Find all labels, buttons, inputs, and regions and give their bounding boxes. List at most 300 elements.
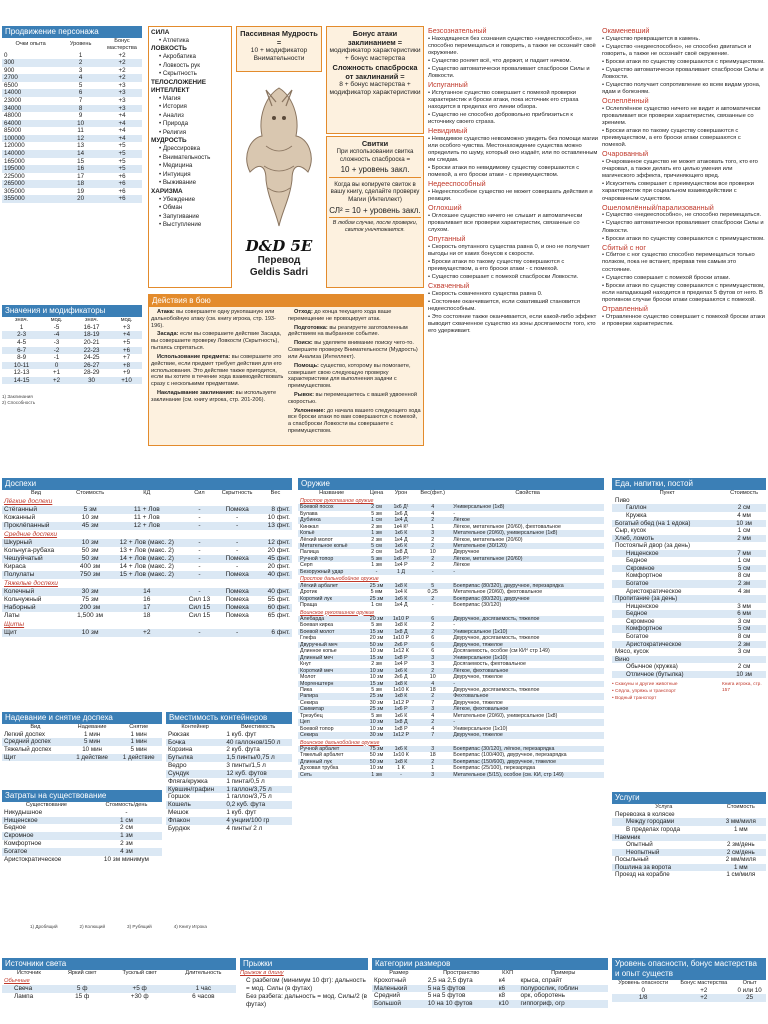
action-entry xyxy=(288,392,421,406)
condition-item: • Существо автоматически проваливает спасброски Силы и Ловкости. xyxy=(602,220,766,234)
table-row xyxy=(2,82,142,90)
col-header: Пространство xyxy=(443,970,480,976)
table-cell: Палица xyxy=(300,549,319,556)
table-row xyxy=(2,377,142,385)
table-cell: 2700 xyxy=(2,74,59,82)
table-cell: 16 xyxy=(59,165,102,173)
condition-item: • Существо получает сопротивление ко всем видам урона, ядам и болезням. xyxy=(602,82,766,96)
table-cell: Дротик xyxy=(300,589,318,596)
dragon-icon xyxy=(236,76,322,236)
table-cell: 10 xyxy=(429,674,436,681)
table-cell: 9 xyxy=(78,112,83,120)
col-header: Стоимость xyxy=(76,490,105,496)
table-cell: 45 фнт. xyxy=(259,555,292,563)
services-section xyxy=(612,792,766,912)
table-row xyxy=(612,856,766,864)
table-cell: 4 xyxy=(431,712,435,719)
table-cell: Лёгкое, метательное (20/60) xyxy=(453,536,523,543)
danger-section xyxy=(612,958,766,1024)
table-row xyxy=(2,840,162,848)
table-cell: 8 фнт. xyxy=(259,506,292,514)
group-row xyxy=(2,579,292,588)
armor-section xyxy=(2,478,292,704)
table-cell: Фехтовальное xyxy=(451,693,604,699)
table-row xyxy=(2,195,142,203)
condition-item: • Существо превращается в камень. xyxy=(602,36,766,43)
condition-list xyxy=(428,36,598,80)
table-row xyxy=(2,52,142,60)
table-cell: 1к6 К xyxy=(388,596,414,602)
table-cell: Неопытный xyxy=(612,849,716,857)
col-header: Название xyxy=(319,490,345,496)
action-term: Засада: xyxy=(157,331,179,338)
table-row xyxy=(2,120,142,128)
col-header: Яркий свет xyxy=(67,970,97,976)
table-cell: 50 зм xyxy=(81,547,99,554)
light-title: Источники света xyxy=(2,958,236,970)
table-cell xyxy=(722,656,766,664)
action-term: Поиск: xyxy=(294,340,313,347)
table-cell: Боевой топор xyxy=(300,725,334,732)
jumps-line: Без разбега: дальность = мод. Силы/2 (в футах) xyxy=(246,992,368,1008)
footnote: 1) Дробящий xyxy=(30,924,58,929)
group-row xyxy=(2,620,292,629)
condition-item: • Недееспособное существо не может совершать действия и реакции. xyxy=(428,189,598,203)
table-row xyxy=(166,817,292,825)
skill-ability: СИЛА xyxy=(151,29,170,36)
table-row xyxy=(166,825,292,833)
advancement-section xyxy=(2,26,142,296)
table-cell: Боеприпас (30/120), лёгкое, перезарядка xyxy=(451,746,604,752)
table-row xyxy=(612,641,766,649)
table-cell: 45 зм xyxy=(70,522,110,530)
table-cell: Вино xyxy=(612,656,722,664)
donning-table xyxy=(2,724,162,761)
table-cell: 2к6 Р xyxy=(388,642,414,648)
table-cell: +6 xyxy=(111,347,142,355)
table-cell: 10 зм xyxy=(70,629,110,637)
group-label: Обычные xyxy=(4,977,30,984)
table-cell: 3 xyxy=(414,706,451,712)
table-cell: 20 зм xyxy=(365,616,388,622)
spellattack-box xyxy=(326,26,424,134)
table-cell: -2 xyxy=(41,347,72,355)
table-cell: 4 пинты/ 2 л xyxy=(226,824,263,832)
table-cell: Ручной топор xyxy=(298,556,365,562)
col-header: Существование xyxy=(25,802,68,808)
table-cell: Опытный xyxy=(626,841,653,849)
table-cell: 2 мм xyxy=(722,535,766,543)
table-cell: 1 xyxy=(78,51,83,59)
actions-section xyxy=(148,294,424,446)
col-header: Уровень xyxy=(69,41,92,48)
spellattack-title: Бонус атаки заклинанием = xyxy=(347,29,403,48)
table-cell: 8 xyxy=(59,105,102,113)
table-cell: 75 зм xyxy=(365,746,388,752)
table-cell: В пределах города xyxy=(626,825,681,833)
table-cell: 25 зм xyxy=(365,693,388,699)
table-cell: 1/8 xyxy=(612,994,674,1002)
table-row xyxy=(612,542,766,550)
footnote: 2) Способность xyxy=(2,399,36,405)
table-cell: 14 xyxy=(59,150,102,158)
table-row xyxy=(2,362,142,370)
table-cell: Легкий доспех xyxy=(4,730,45,738)
table-cell: 15 ф xyxy=(75,992,90,1000)
table-cell: 1к4 Р xyxy=(394,562,408,569)
table-cell: 1 xyxy=(431,765,435,772)
table-cell: 0,2 куб. фута xyxy=(224,801,292,809)
table-cell: Боеприпас (80/320), двуручное xyxy=(451,596,604,602)
table-cell: Латы xyxy=(4,612,20,620)
table-row xyxy=(2,331,142,339)
action-term: Использование предмета: xyxy=(157,353,231,360)
col-header: Вид xyxy=(30,724,41,730)
table-cell: - xyxy=(125,808,128,816)
table-cell: 19 xyxy=(77,187,85,195)
table-cell: 2 xyxy=(431,536,435,543)
table-row xyxy=(166,746,292,754)
conditions-col1 xyxy=(428,26,598,448)
table-cell: 15 зм xyxy=(365,629,388,635)
table-cell: 1к6 Р xyxy=(388,706,414,712)
condition-item: • Испуганное существо совершает с помехой проверки характеристик и броски атаки, пока источник его страха находится в пределах его линии обзора. xyxy=(428,90,598,111)
table-cell: 15 зм xyxy=(365,655,388,661)
skill-item: • Природа xyxy=(159,120,229,128)
table-cell: 6 xyxy=(431,635,435,642)
condition-name: Ослеплённый xyxy=(602,96,649,106)
table-cell: +6 xyxy=(102,195,142,203)
table-cell: Рапира xyxy=(298,693,365,699)
table-cell: Длинное копье xyxy=(300,648,337,655)
group-row xyxy=(298,739,604,746)
group-row xyxy=(2,530,292,539)
table-cell: 50 зм xyxy=(70,555,110,563)
condition-item: • Существо автоматически проваливает спасброски Силы и Ловкости. xyxy=(602,67,766,81)
table-cell: Корзина xyxy=(168,746,193,754)
table-cell: +5 xyxy=(118,157,126,165)
table-cell: 8 см xyxy=(737,632,751,640)
table-row xyxy=(2,369,142,377)
col-header: Услуга xyxy=(655,804,673,810)
table-cell: 1 мин xyxy=(115,738,162,746)
table-cell: 2 xyxy=(59,59,102,67)
table-cell: Нищенское xyxy=(612,550,722,558)
condition-list xyxy=(602,36,766,97)
table-cell: - xyxy=(183,588,215,596)
condition-list xyxy=(602,159,766,202)
table-row xyxy=(372,1000,608,1008)
table-cell: 16-17 xyxy=(83,323,100,331)
containers-section xyxy=(166,712,292,900)
group-row xyxy=(298,575,604,582)
condition-item: • Существо «недееспособно», не способно двигаться и говорить, а также не осознаёт своё окружение. xyxy=(602,44,766,58)
table-cell: Богатое xyxy=(612,580,722,588)
col-header: Источник xyxy=(16,970,41,976)
action-term: Отход: xyxy=(294,309,313,315)
table-cell: 750 зм xyxy=(70,571,110,579)
table-row xyxy=(372,977,608,985)
table-cell: 15 зм xyxy=(365,681,388,687)
table-cell: 1к4 Д xyxy=(394,602,408,609)
table-cell: 12 фнт. xyxy=(259,539,292,547)
table-cell: 3 мм xyxy=(737,602,751,610)
condition-name: Оглохший xyxy=(428,203,462,213)
table-cell: 1 см xyxy=(91,817,162,825)
skill-item: • Выживание xyxy=(159,179,229,187)
table-cell: 0 или 10 xyxy=(737,986,762,994)
table-row xyxy=(612,994,766,1002)
skill-item: • Ловкость рук xyxy=(159,62,229,70)
table-cell: 4 унции/100 гр xyxy=(224,817,292,825)
table-cell: 900 xyxy=(4,66,15,74)
condition-item: • Это состояние также оканчивается, если какой-либо эффект выводит схваченное существо из зоны досягаемости того, кто его удерживает. xyxy=(428,314,598,335)
table-cell: +1 xyxy=(53,369,61,377)
table-cell: 2 см xyxy=(722,504,766,512)
table-cell: 2 xyxy=(414,719,451,725)
table-cell: 20 фнт. xyxy=(267,547,290,554)
table-cell: 12 xyxy=(59,135,102,143)
table-cell: Обычное (кружка) xyxy=(626,663,678,671)
table-cell: Универсальное (1к8) xyxy=(451,504,604,510)
table-cell: 2 куб. фута xyxy=(226,746,260,754)
condition-item: • Невидимое существо невозможно увидеть без помощи магии или особого чувства. Местонахождение существа можно определить по шуму, который оно издаёт, или по оставленным им следам. xyxy=(428,136,598,164)
table-cell: 50 зм xyxy=(365,759,388,765)
table-row xyxy=(2,746,162,754)
table-cell: -3 xyxy=(53,338,60,346)
table-row xyxy=(2,135,142,143)
table-cell: 1к10 Р xyxy=(392,635,410,642)
col-header: КХП xyxy=(502,970,514,976)
action-entry xyxy=(288,340,421,360)
table-cell: 25 зм xyxy=(365,596,388,602)
table-cell: полурослик, гоблин xyxy=(519,985,608,993)
group-label: Лёгкие доспехи xyxy=(4,497,53,505)
table-cell: 10 зм минимум xyxy=(103,855,149,863)
table-cell: Бедное xyxy=(626,557,648,565)
table-cell: орк, оборотень xyxy=(520,992,566,1000)
table-cell: 1 К xyxy=(397,765,405,772)
table-cell: 2 см xyxy=(365,504,388,510)
skill-ability: ТЕЛОСЛОЖЕНИЕ xyxy=(151,78,206,86)
jumps-subtitle: Прыжок в длину xyxy=(240,970,284,976)
table-cell: 6 xyxy=(431,648,435,655)
table-cell: - xyxy=(183,571,215,579)
table-cell: 140000 xyxy=(2,150,59,158)
table-row xyxy=(612,811,766,819)
col-header: Пункт xyxy=(659,490,675,496)
table-cell: 2 xyxy=(414,759,451,765)
table-cell: 14 + Лов (макс. 2) xyxy=(119,563,174,571)
table-row xyxy=(612,504,766,512)
table-cell: Лёгкое, метательное (20/60), фехтовальное xyxy=(453,523,561,530)
table-cell: 60 фнт. xyxy=(259,604,292,612)
condition-name: Ошеломлённый/парализованный xyxy=(602,202,714,212)
table-row xyxy=(612,588,766,596)
coin-notes xyxy=(30,924,290,934)
table-row xyxy=(2,985,236,993)
table-cell: Мясо, кусок xyxy=(615,648,649,656)
table-cell: 2 см xyxy=(737,663,751,671)
table-cell: 30 xyxy=(72,377,111,385)
condition-item: • Броски атаки по такому существу совершаются с преимуществом, а его броски атаки совершаются с помехой. xyxy=(602,128,766,149)
table-cell: 50 зм xyxy=(369,752,384,759)
group-row xyxy=(2,977,236,985)
table-row xyxy=(2,173,142,181)
sizes-table xyxy=(372,970,608,1008)
advancement-table xyxy=(2,38,142,203)
condition-item: • Существо совершает с помехой спасброски Ловкости. xyxy=(428,274,598,281)
table-cell: Духовая трубка xyxy=(300,765,339,772)
condition-item: • Состояние оканчивается, если схвативший становится недееспособным. xyxy=(428,299,598,313)
table-cell: Двуручное xyxy=(453,549,480,556)
scrolls-text: Когда вы копируете свиток в вашу книгу, сделайте проверку Магии (Интеллект) xyxy=(330,180,420,204)
table-cell: Горшок xyxy=(168,793,190,801)
condition-item: • Броски атаки по существу совершаются с преимуществом, если нападающий находится в пределах 5 футов от него. В противном случае броски атаки совершаются с помехой. xyxy=(602,283,766,304)
table-cell: Универсальное (1к10) xyxy=(453,725,508,732)
table-row xyxy=(612,671,766,679)
skill-item: • Медицина xyxy=(159,162,229,170)
table-cell: 18 xyxy=(143,612,151,620)
table-cell: 120000 xyxy=(4,142,25,150)
table-cell: Ведро xyxy=(168,762,187,770)
scrolls-formula: 10 + уровень закл. xyxy=(329,163,421,178)
table-cell: 1 см xyxy=(737,557,751,565)
table-row xyxy=(2,105,142,113)
table-cell: +6 xyxy=(118,187,126,195)
table-cell: Двуручное, досягаемость, тяжелое xyxy=(451,616,604,622)
table-cell: - xyxy=(215,522,258,530)
table-row xyxy=(612,557,766,565)
table-cell: +7 xyxy=(123,354,131,362)
condition-item: • Броски атаки по существу совершаются с преимуществом. xyxy=(602,236,766,243)
table-cell: 7 xyxy=(431,699,435,706)
table-cell: Моргенштерн xyxy=(298,681,365,687)
conditions-col2 xyxy=(602,26,766,448)
action-entry xyxy=(151,331,284,351)
action-entry xyxy=(151,390,284,404)
col-header: Надевание xyxy=(77,724,107,730)
table-cell: 2 xyxy=(431,622,435,629)
table-row xyxy=(612,834,766,842)
condition-item: • Существо совершает с помехой броски атаки. xyxy=(602,275,766,282)
table-cell: 3 xyxy=(414,655,451,661)
table-cell: 2 см xyxy=(119,824,133,832)
table-cell: 4 зм xyxy=(737,587,751,595)
armor-table xyxy=(2,490,292,637)
table-row xyxy=(612,550,766,558)
table-cell: Лёгкое xyxy=(451,517,604,523)
donning-title: Надевание и снятие доспеха xyxy=(2,712,162,724)
table-cell: 1 час xyxy=(171,985,236,993)
table-cell: Боеприпас (25/100), перезарядка xyxy=(453,765,536,772)
table-row xyxy=(612,648,766,656)
table-cell: 300 xyxy=(2,59,59,67)
table-row xyxy=(612,527,766,535)
note-item: • Водный транспорт xyxy=(612,696,722,702)
actions-title: Действия в бою xyxy=(149,295,423,307)
table-cell: 1 см xyxy=(737,527,751,535)
condition-list xyxy=(602,212,766,242)
table-cell: +5 xyxy=(123,338,131,346)
table-cell: Отличное (бутылка) xyxy=(612,671,722,679)
table-row xyxy=(2,563,292,571)
action-text: вы используете заклинание (см. книгу игрока, стр. 201-206). xyxy=(151,389,277,403)
table-cell: Лампа xyxy=(14,992,34,1000)
table-cell: 6 xyxy=(414,642,451,648)
table-cell: 1 куб. фут xyxy=(226,730,257,738)
armor-title: Доспехи xyxy=(2,478,292,490)
table-cell: 40 фнт. xyxy=(259,571,292,579)
table-cell: 5 см xyxy=(722,565,766,573)
table-cell: 6 мм xyxy=(722,610,766,618)
table-cell: 1 куб. фут xyxy=(226,808,257,816)
table-cell: Флакон xyxy=(166,817,224,825)
col-header: Снятие xyxy=(129,724,149,730)
col-header: Стоимость xyxy=(730,490,759,496)
table-cell xyxy=(722,595,766,603)
condition-list xyxy=(428,291,598,335)
skill-ability: МУДРОСТЬ xyxy=(151,137,187,145)
table-cell: 1к4 Д xyxy=(388,517,414,523)
table-cell: Длинный меч xyxy=(298,655,365,661)
col-header: Контейнер xyxy=(181,724,209,730)
table-row xyxy=(612,818,766,826)
table-cell: Длинный лук xyxy=(298,759,365,765)
table-cell: 2 см xyxy=(371,549,382,556)
table-cell: 1к6 К xyxy=(388,668,414,674)
table-row xyxy=(612,520,766,528)
table-cell: 1 зм xyxy=(371,562,382,569)
table-cell: 26-27 xyxy=(72,362,111,370)
table-cell: 1к4 Р xyxy=(394,661,408,668)
spellattack-text: модификатор характеристики + бонус мастерства xyxy=(329,47,421,63)
lifestyle-table xyxy=(2,802,162,864)
table-cell: +30 ф xyxy=(130,992,149,1000)
table-cell xyxy=(716,811,766,819)
modifiers-section xyxy=(2,305,142,455)
table-cell: +4 xyxy=(102,135,142,143)
table-cell: +4 xyxy=(118,112,126,120)
scrolls-title: Свитки xyxy=(361,139,389,148)
footnote: 4) Книгу Игрока xyxy=(173,924,207,929)
condition-item: • Существо автоматически проваливает спасброски Силы и Ловкости. xyxy=(428,66,598,80)
table-cell: 6 xyxy=(414,616,451,622)
table-cell: 0 xyxy=(641,986,645,994)
table-cell: Пошлина за ворота xyxy=(612,864,716,872)
table-cell: Аристократическое xyxy=(626,587,682,595)
services-title: Услуги xyxy=(612,792,766,804)
table-cell: 2 xyxy=(414,517,451,523)
table-row xyxy=(2,158,142,166)
table-cell: 30 зм xyxy=(365,732,388,738)
table-cell: +6 xyxy=(102,180,142,188)
col-header: знач. xyxy=(14,317,29,323)
condition-item: • Очарованное существо не может атаковать того, кто его очаровал, а также делать его целью умения или магического эффекта, причиняющего вред. xyxy=(602,159,766,180)
table-cell: Бочка xyxy=(166,739,224,747)
table-cell: Дубинка xyxy=(298,517,365,523)
condition-item: • Оглохшее существо ничего не слышит и автоматически проваливает все проверки характеристик, связанные со слухом. xyxy=(428,213,598,234)
table-cell: Проезд на корабле xyxy=(615,871,670,879)
table-cell: Свеча xyxy=(2,985,56,993)
table-cell: Кольчуга-рубаха xyxy=(4,547,55,554)
table-cell: - xyxy=(183,506,215,514)
table-cell: Боевой посох xyxy=(298,504,365,510)
table-cell: Перевозка в коляске xyxy=(615,810,675,818)
col-header: Бонус мастерства xyxy=(680,980,728,986)
table-row xyxy=(372,992,608,1000)
table-cell: Двуручное, тяжелое xyxy=(453,674,503,681)
